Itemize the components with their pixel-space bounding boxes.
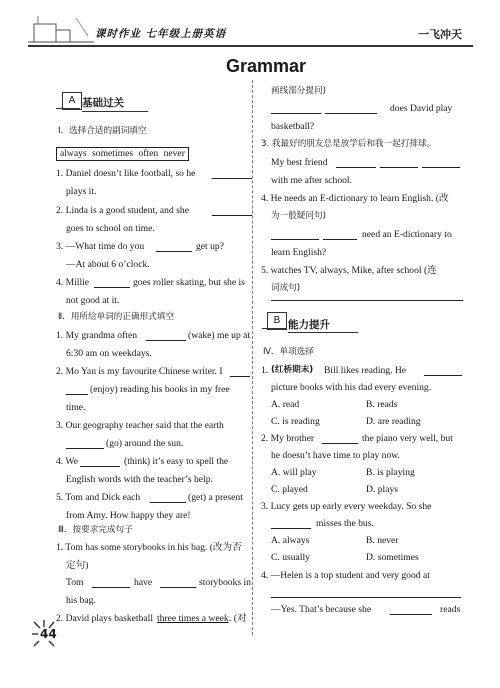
q1-option-b[interactable]: B. reads (366, 399, 398, 410)
p3-item1-line3a: Tom (66, 577, 84, 588)
p2-item4-line2: English words with the teacher’s help. (66, 474, 213, 485)
q1-option-a[interactable]: A. read (271, 399, 300, 410)
p1-item3-blank[interactable] (156, 242, 192, 252)
p2-item2-line1: 2. Mo Yan is my favourite Chinese writer. I (56, 366, 223, 377)
p1-item2-line2: goes to school on time. (66, 223, 155, 234)
p3-item1-blank-a[interactable] (92, 578, 130, 588)
q3-option-d[interactable]: D. sometimes (366, 552, 419, 563)
r-item4-blank-a[interactable] (271, 230, 319, 240)
section-b-badge: B (267, 312, 287, 330)
q4-stem1: 4. —Helen is a top student and very good at (261, 570, 430, 581)
r-item3-line3: with me after school. (271, 175, 352, 186)
r-item3-blank-c[interactable] (422, 158, 460, 168)
cont-blank-b[interactable] (325, 104, 377, 114)
r-item4-blank-b[interactable] (323, 230, 357, 240)
p2-item5-line1a: 5. Tom and Dick each (56, 492, 141, 503)
p2-item4-line1b: (think) it’s easy to spell the (124, 456, 229, 467)
p1-item3-line2: —At about 6 o’clock. (66, 259, 150, 270)
r-item3-line2: My best friend (271, 157, 328, 168)
page-number: 44 (40, 627, 57, 641)
section-a-badge: A (62, 92, 82, 110)
p2-item4-blank[interactable] (80, 457, 120, 467)
p3-item2-line1a: 2. David plays basketball (56, 613, 153, 624)
q4-blank-b[interactable] (390, 605, 432, 615)
p1-item3-line1a: 3. —What time do you (56, 241, 145, 252)
p3-item2-line1b: . (对 (229, 613, 247, 624)
q1-tag: (红桥期末) (271, 365, 314, 375)
q3-option-a[interactable]: A. always (271, 535, 310, 546)
column-divider (252, 80, 253, 635)
p1-item4-line1b: goes roller skating, but she is (133, 277, 245, 288)
p1-item2-blank[interactable] (212, 206, 252, 216)
p2-item3-line1: 3. Our geography teacher said that the earth (56, 420, 224, 431)
q3-option-b[interactable]: B. never (366, 535, 399, 546)
p2-item1-line1b: (wake) me up at (188, 330, 251, 341)
page-header (0, 0, 500, 50)
p1-item1-blank[interactable] (212, 169, 252, 179)
q3-option-c[interactable]: C. usually (271, 552, 310, 563)
r-item5-line2: 词成句) (271, 283, 301, 293)
p2-item1-line2: 6:30 am on weekdays. (66, 348, 152, 359)
cont-line3: basketball? (271, 121, 315, 132)
cont-blank-a[interactable] (271, 104, 321, 114)
p3-item1-line2: 定句) (66, 560, 89, 571)
q2-stem1b: the piano very well, but (362, 433, 453, 444)
p3-item2-underlined: three times a week (157, 613, 229, 624)
p2-item3-blank[interactable] (66, 439, 104, 449)
q3-stem1: 3. Lucy gets up early every weekday. So she (261, 501, 432, 512)
section-a-badge-rule (56, 108, 80, 109)
p1-item4-line1a: 4. Millie (56, 277, 90, 288)
p2-item3-line2: (go) around the sun. (106, 438, 184, 449)
p2-item2-blank-a[interactable] (230, 367, 250, 377)
q4-blank-a[interactable] (271, 588, 461, 598)
q2-option-d[interactable]: D. plays (366, 484, 398, 495)
p3-item1-line4: his bag. (66, 595, 96, 606)
brand-label: 一飞冲天 (418, 28, 462, 41)
r-item3-blank-a[interactable] (336, 158, 376, 168)
p1-item3-line1b: get up? (196, 241, 224, 252)
p2-item1-line1a: 1. My grandma often (56, 330, 137, 341)
q1-blank[interactable] (424, 366, 462, 376)
header-decoration-icon (28, 10, 98, 46)
header-rule (28, 45, 473, 47)
r-item5-line1: 5. watches TV, always, Mike, after school (连 (261, 265, 437, 276)
header-title: 课时作业 七年级上册英语 (95, 28, 227, 40)
q1-num: 1. (261, 365, 269, 376)
p2-item1-blank[interactable] (146, 331, 186, 341)
section-b-title: 能力提升 (288, 319, 330, 331)
word-box: always sometimes often never (56, 147, 189, 161)
p2-item5-line1b: (get) a present (188, 492, 243, 503)
p2-item5-blank[interactable] (150, 493, 186, 503)
r-item3-line1: 3. 我最好的朋友总是放学后和我一起打排球。 (261, 139, 436, 149)
q4-stem2a: —Yes. That’s because she (271, 604, 372, 615)
q2-stem2: he doesn’t have time to play now. (271, 450, 400, 461)
section-b-badge-rule (262, 328, 286, 329)
part2-heading: Ⅱ．用所给单词的正确形式填空 (58, 312, 174, 322)
q2-stem1a: 2. My brother (261, 433, 315, 444)
section-b-title-rule (288, 332, 358, 333)
q1-stem1: Bill likes reading. He (324, 365, 407, 376)
q1-option-d[interactable]: D. are reading (366, 416, 421, 427)
p2-item2-blank-b[interactable] (66, 385, 88, 395)
p3-item1-blank-b[interactable] (160, 578, 196, 588)
p1-item4-line2: not good at it. (66, 295, 120, 306)
p1-item1-line2: plays it. (66, 186, 97, 197)
p3-item1-line3c: storybooks in (199, 577, 251, 588)
q1-stem2: picture books with his dad every evening. (271, 382, 432, 393)
p2-item2-line3: time. (66, 402, 86, 413)
r-item4-line3: need an E-dictionary to (362, 229, 452, 240)
q3-stem2: misses the bus. (316, 518, 374, 529)
q2-option-c[interactable]: C. played (271, 484, 308, 495)
r-item4-line2: 为一般疑问句) (271, 211, 326, 221)
part3-heading: Ⅲ．按要求完成句子 (58, 525, 133, 535)
q4-stem2b: reads (440, 604, 461, 615)
section-a-title: 基础过关 (82, 97, 124, 109)
p2-item2-line2: (enjoy) reading his books in my free (90, 384, 230, 395)
cont-line1: 画线部分提问) (271, 86, 326, 96)
r-item5-answer-line[interactable] (271, 300, 463, 301)
p1-item4-blank[interactable] (94, 278, 130, 288)
q2-option-b[interactable]: B. is playing (366, 467, 415, 478)
r-item4-line1: 4. He needs an E-dictionary to learn English. (改 (261, 193, 449, 204)
p1-item2-line1: 2. Linda is a good student, and she (56, 205, 189, 216)
r-item4-line4: learn English? (271, 247, 327, 258)
q2-option-a[interactable]: A. will play (271, 467, 317, 478)
p3-item1-line3b: have (134, 577, 153, 588)
p1-item1-line1: 1. Daniel doesn’t like football, so he (56, 168, 196, 179)
p2-item5-line2: from Amy. How happy they are! (66, 510, 191, 521)
cont-line2: does David play (390, 103, 453, 114)
p3-item1-line1: 1. Tom has some storybooks in his bag. (改为否 (56, 542, 242, 553)
q3-blank[interactable] (271, 519, 311, 529)
page-title: Grammar (226, 56, 307, 76)
part4-heading: Ⅳ．单项选择 (263, 347, 314, 357)
r-item3-blank-b[interactable] (380, 158, 418, 168)
p2-item4-line1a: 4. We (56, 456, 78, 467)
part1-heading: Ⅰ．选择合适的副词填空 (58, 126, 147, 136)
q1-option-c[interactable]: C. is reading (271, 416, 320, 427)
q2-blank[interactable] (322, 434, 358, 444)
section-a-title-rule (82, 111, 148, 112)
